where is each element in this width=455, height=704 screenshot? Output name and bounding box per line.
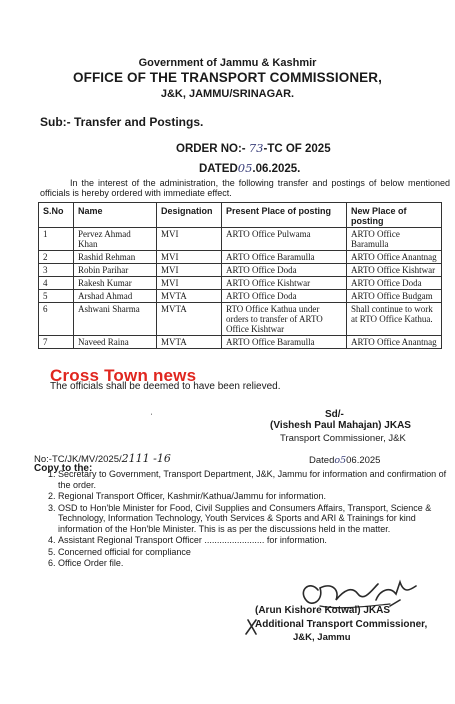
order-number-prefix: ORDER NO:- bbox=[176, 143, 246, 155]
cell-new-posting: ARTO Office Budgam bbox=[347, 290, 442, 303]
cell-sno: 4 bbox=[39, 277, 74, 290]
cell-designation: MVI bbox=[157, 228, 222, 251]
col-name: Name bbox=[74, 203, 157, 228]
header-government: Government of Jammu & Kashmir bbox=[138, 57, 317, 69]
copy-date-suffix: 06.2025 bbox=[346, 455, 381, 466]
signer-title: Transport Commissioner, J&K bbox=[280, 433, 406, 444]
order-number-handwritten: 73 bbox=[248, 141, 264, 155]
second-signer-name: (Arun Kishore Kotwal) JKAS bbox=[255, 605, 391, 616]
cell-present-posting: ARTO Office Baramulla bbox=[222, 251, 347, 264]
watermark-text: Cross Town news bbox=[50, 366, 197, 385]
relieved-note: The officials shall be deemed to have been relieved. bbox=[50, 381, 281, 392]
list-item: 3. OSD to Hon'ble Minister for Food, Civil Supplies and Consumers Affairs, Transport, Science & Technology, Information Technology, Youth Services & Sports and ARI & Trainings for kind information of the Hon'ble Minister. This is as per the discussions held in the matter. bbox=[58, 503, 448, 535]
second-signer-location: J&K, Jammu bbox=[293, 632, 351, 643]
cell-name: Rakesh Kumar bbox=[74, 277, 157, 290]
order-date bbox=[199, 161, 300, 175]
cell-sno: 3 bbox=[39, 264, 74, 277]
copy-number-handwritten: 2111 -16 bbox=[121, 452, 171, 465]
cell-present-posting: RTO Office Kathua under orders to transfer of ARTO Office Kishtwar bbox=[222, 303, 347, 336]
cell-name: Robin Parihar bbox=[74, 264, 157, 277]
copy-date-prefix: Dated bbox=[309, 455, 335, 466]
order-date-suffix: .06.2025. bbox=[252, 163, 301, 175]
copy-date-handwritten: o5 bbox=[334, 455, 347, 466]
cell-new-posting: Shall continue to work at RTO Office Kathua. bbox=[347, 303, 442, 336]
cell-designation: MVTA bbox=[157, 336, 222, 349]
subject-line: Sub:- Transfer and Postings. bbox=[40, 115, 204, 129]
cell-name: Naveed Raina bbox=[74, 336, 157, 349]
table-row bbox=[39, 264, 442, 277]
cell-designation: MVI bbox=[157, 277, 222, 290]
col-designation: Designation bbox=[157, 203, 222, 228]
transfer-table bbox=[38, 202, 442, 349]
cell-sno: 1 bbox=[39, 228, 74, 251]
cell-present-posting: ARTO Office Doda bbox=[222, 290, 347, 303]
col-present-posting: Present Place of posting bbox=[222, 203, 347, 228]
signed-mark: Sd/- bbox=[325, 409, 344, 420]
cell-new-posting: ARTO Office Kishtwar bbox=[347, 264, 442, 277]
table-row bbox=[39, 251, 442, 264]
cell-sno: 7 bbox=[39, 336, 74, 349]
order-date-handwritten: 05 bbox=[237, 161, 253, 175]
header-location: J&K, JAMMU/SRINAGAR. bbox=[160, 88, 295, 100]
cell-name: Rashid Rehman bbox=[74, 251, 157, 264]
cell-present-posting: ARTO Office Baramulla bbox=[222, 336, 347, 349]
cell-new-posting: ARTO Office Anantnag bbox=[347, 251, 442, 264]
list-item: 6. Office Order file. bbox=[58, 558, 448, 569]
copy-list bbox=[40, 469, 448, 570]
signer-name: (Vishesh Paul Mahajan) JKAS bbox=[270, 420, 411, 431]
table-row bbox=[39, 336, 442, 349]
table-row bbox=[39, 277, 442, 290]
cell-sno: 2 bbox=[39, 251, 74, 264]
copy-date bbox=[309, 455, 380, 466]
list-item: 5. Concerned official for compliance bbox=[58, 547, 448, 558]
cell-name: Pervez Ahmad Khan bbox=[74, 228, 157, 251]
order-date-prefix: DATED bbox=[199, 163, 238, 175]
cell-new-posting: ARTO Office Doda bbox=[347, 277, 442, 290]
cell-new-posting: ARTO Office Anantnag bbox=[347, 336, 442, 349]
cell-present-posting: ARTO Office Kishtwar bbox=[222, 277, 347, 290]
cell-designation: MVTA bbox=[157, 290, 222, 303]
cell-sno: 5 bbox=[39, 290, 74, 303]
cell-present-posting: ARTO Office Pulwama bbox=[222, 228, 347, 251]
header-office: OFFICE OF THE TRANSPORT COMMISSIONER, bbox=[73, 70, 382, 85]
list-item: 2. Regional Transport Officer, Kashmir/Kathua/Jammu for information. bbox=[58, 491, 448, 502]
cell-designation: MVI bbox=[157, 251, 222, 264]
table-row bbox=[39, 290, 442, 303]
order-number-suffix: -TC OF 2025 bbox=[263, 143, 331, 155]
copy-number-prefix: No:-TC/JK/MV/2025/ bbox=[34, 454, 122, 465]
second-signer-title: Additional Transport Commissioner, bbox=[255, 619, 428, 630]
table-row bbox=[39, 228, 442, 251]
cell-name: Arshad Ahmad bbox=[74, 290, 157, 303]
order-number bbox=[176, 141, 331, 155]
cell-sno: 6 bbox=[39, 303, 74, 336]
cell-present-posting: ARTO Office Doda bbox=[222, 264, 347, 277]
cell-designation: MVI bbox=[157, 264, 222, 277]
cell-new-posting: ARTO Office Baramulla bbox=[347, 228, 442, 251]
cell-designation: MVTA bbox=[157, 303, 222, 336]
list-item: 1. Secretary to Government, Transport Department, J&K, Jammu for information and confirmation of the order. bbox=[58, 469, 448, 490]
table-row bbox=[39, 303, 442, 336]
stray-mark: ˈ bbox=[150, 412, 153, 422]
cell-name: Ashwani Sharma bbox=[74, 303, 157, 336]
intro-paragraph: In the interest of the administration, the following transfer and postings of below mentioned officials is hereby ordered with immediate effect. bbox=[40, 178, 450, 198]
col-new-posting: New Place of posting bbox=[347, 203, 442, 228]
copy-heading: Copy to the: bbox=[34, 463, 93, 474]
table-header-row bbox=[39, 203, 442, 228]
col-sno: S.No bbox=[39, 203, 74, 228]
list-item: 4. Assistant Regional Transport Officer ........................ for information. bbox=[58, 535, 448, 546]
